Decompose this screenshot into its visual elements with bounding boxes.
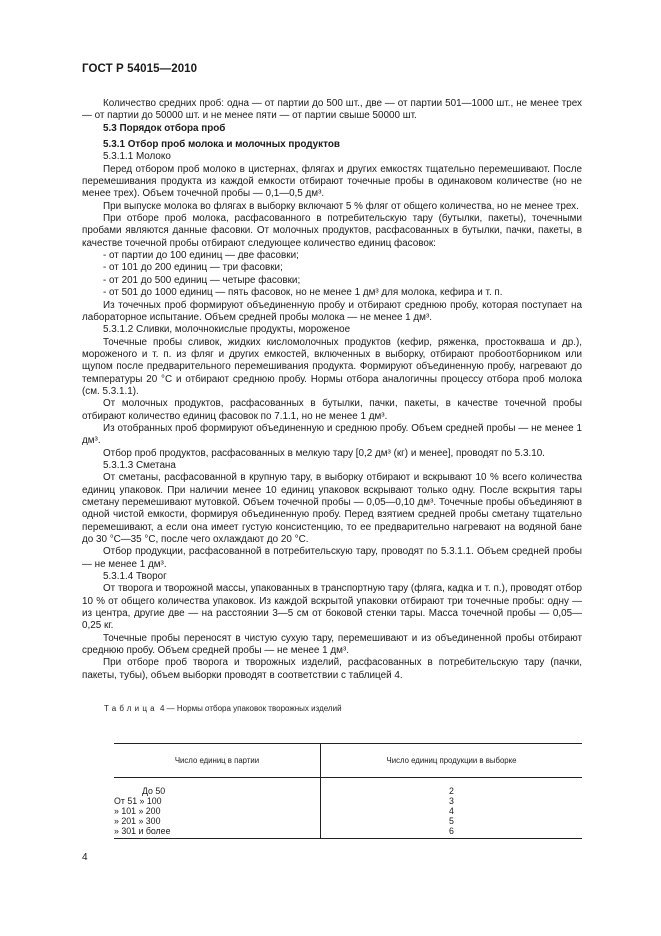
standard-header: ГОСТ Р 54015—2010 [82, 63, 198, 75]
column-header-sample: Число единиц продукции в выборке [321, 744, 583, 778]
sample-cell: 2 [449, 786, 454, 796]
paragraph: При выпуске молока во флягах в выборку включают 5 % фляг от общего количества, но не менее трех. [103, 200, 579, 212]
sample-cell: 3 [449, 796, 454, 806]
paragraph: При отборе проб молока, расфасованного в потребительскую тару (бутылки, пакеты), точечными пробами являются данные фасовки. От молочных продуктов, расфасованных в бутылки, пачки, пакеты, в качестве точечной пробы отбирают следующее количество единиц фасовок: [82, 213, 582, 249]
list-item: - от 201 до 500 единиц — четыре фасовки; [103, 274, 301, 286]
section-heading: 5.3.1 Отбор проб молока и молочных продуктов [103, 139, 340, 151]
column-header-lot: Число единиц в партии [114, 744, 321, 778]
paragraph: При отборе проб творога и творожных изделий, расфасованных в потребительскую тару (пачки, пакеты, тубы), объем выборки проводят в соответствии с таблицей 4. [82, 657, 582, 681]
page-number: 4 [82, 852, 88, 863]
lot-cell: От 51 » 100 [114, 796, 321, 806]
paragraph: 5.3.1.4 Творог [103, 571, 167, 583]
table-row [114, 816, 582, 826]
paragraph: Из отобранных проб формируют объединенную и среднюю пробу. Объем средней пробы — не менее 1 дм³. [82, 422, 582, 447]
sample-cell: 4 [449, 806, 454, 816]
table-caption-title: 4 — Нормы отбора упаковок творожных изделий [157, 704, 342, 713]
paragraph: Количество средних проб: одна — от партии до 500 шт., две — от партии 501—1000 шт., не менее трех — от партии до 50000 шт. и не менее пяти — от партии свыше 50000 шт. [82, 98, 582, 122]
list-item: - от 101 до 200 единиц — три фасовки; [103, 262, 283, 274]
paragraph: Перед отбором проб молоко в цистернах, флягах и других емкостях тщательно перемешивают. После перемешивания продукта из каждой емкости отбирают точечные пробы в одинаковом количестве (но не менее трех). Объем точечной пробы — 0,1—0,5 дм³. [82, 163, 582, 200]
paragraph: Из точечных проб формируют объединенную пробу и отбирают среднюю пробу, которая поступает на лабораторное испытание. Объем средней пробы молока — не менее 1 дм³. [82, 299, 582, 323]
paragraph: 5.3.1.1 Молоко [103, 151, 171, 163]
sampling-table [114, 743, 582, 839]
paragraph: Отбор продукции, расфасованной в потребительскую тару, проводят по 5.3.1.1. Объем средней пробы — не менее 1 дм³. [82, 546, 582, 570]
table-caption [104, 704, 342, 713]
lot-cell: До 50 [114, 778, 321, 797]
table-row [114, 826, 582, 839]
section-heading: 5.3 Порядок отбора проб [103, 122, 226, 134]
paragraph: От молочных продуктов, расфасованных в бутылки, пачки, пакеты, в качестве точечной пробы отбирают количество единиц фасовок по 7.1.1, но не менее 1 дм³. [82, 398, 582, 422]
body-text [82, 98, 582, 682]
table-row [114, 806, 582, 816]
paragraph: Отбор проб продуктов, расфасованных в мелкую тару [0,2 дм³ (кг) и менее], проводят по 5.3.10. [103, 447, 545, 459]
lot-cell: » 101 » 200 [114, 806, 321, 816]
list-item: - от партии до 100 единиц — две фасовки; [103, 250, 299, 262]
table-row [114, 778, 582, 797]
table-row [114, 796, 582, 806]
paragraph: Точечные пробы сливок, жидких кисломолочных продуктов (кефир, ряженка, простокваша и др.), мороженого и т. п. из фляг и других емкостей, включенных в выборку, отбирают пробоотборником или щупом после предварительного перемешивания продукта. Формируют объединенную пробу, нагревают до температуры 20 °C и отбирают среднюю пробу. Нормы отбора аналогичны процессу отбора проб молока (см. 5.3.1.1). [82, 336, 582, 397]
paragraph: 5.3.1.3 Сметана [103, 459, 176, 471]
table-caption-word: Таблица [104, 704, 158, 713]
lot-cell: » 201 » 300 [114, 816, 321, 826]
paragraph: От творога и творожной массы, упакованных в транспортную тару (фляга, кадка и т. п.), проводят отбор 10 % от общего количества упаковок. Из каждой вскрытой упаковки отбирают три точечные пробы: одну — из центра, другие две — на расстоянии 3—5 см от боковой стенки тары. Масса точечной пробы — 0,05—0,25 кг. [82, 583, 582, 632]
list-item: - от 501 до 1000 единиц — пять фасовок, но не менее 1 дм³ для молока, кефира и т. п. [103, 287, 503, 299]
sample-cell: 6 [321, 826, 583, 839]
sample-cell: 5 [449, 816, 454, 826]
paragraph: Точечные пробы переносят в чистую сухую тару, перемешивают и из объединенной пробы отбирают среднюю пробу. Объем средней пробы — не менее 1 дм³. [82, 632, 582, 657]
lot-cell: » 301 и более [114, 826, 321, 839]
paragraph: 5.3.1.2 Сливки, молочнокислые продукты, мороженое [103, 324, 351, 336]
paragraph: От сметаны, расфасованной в крупную тару, в выборку отбирают и вскрывают 10 % всего количества единиц упаковок. При наличии менее 10 единиц упаковок вскрывают только одну. После вскрытия тары сметану перемешивают мутовкой. Объем точечной пробы — 0,05—0,10 дм³. Точечные пробы объединяют в одной чистой емкости, формируя объединенную пробу. Перед взятием средней пробы сметану тщательно перемешивают, а если она имеет густую консистенцию, то ее предварительно нагревают на водяной бане до 30 °C—35 °C, после чего охлаждают до 20 °C. [82, 472, 582, 546]
